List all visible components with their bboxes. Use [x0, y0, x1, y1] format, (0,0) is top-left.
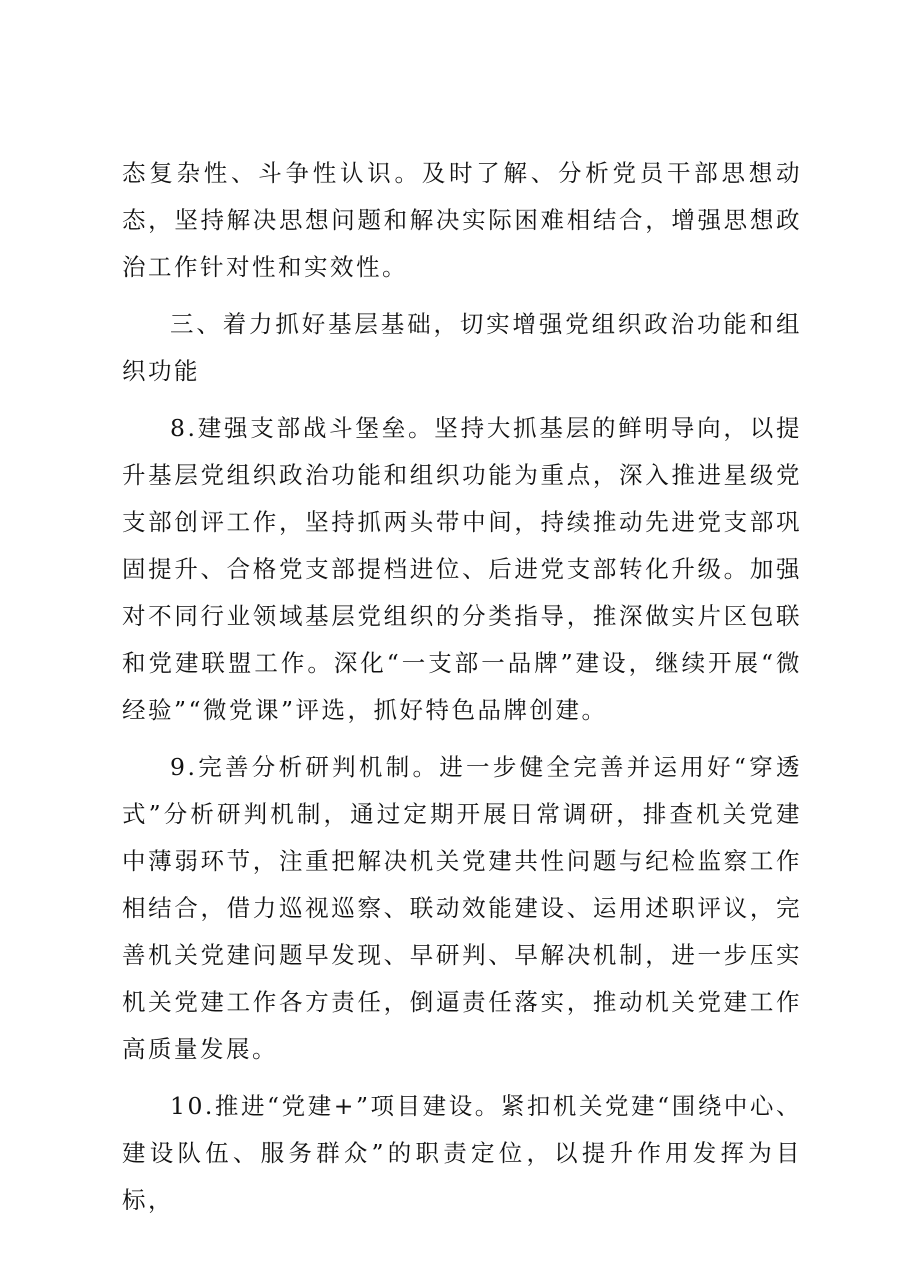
paragraph-item-9: 9.完善分析研判机制。进一步健全完善并运用好“穿透式”分析研判机制，通过定期开展日常调研，排查机关党建中薄弱环节，注重把解决机关党建共性问题与纪检监察工作相结合，借力巡视巡察、联动效能建设、运用述职评议，完善机关党建问题早发现、早研判、早解决机制，进一步压实机关党建工作各方责任，倒逼责任落实，推动机关党建工作高质量发展。 [122, 753, 802, 1063]
paragraph-item-8: 8.建强支部战斗堡垒。坚持大抓基层的鲜明导向，以提升基层党组织政治功能和组织功能为重点，深入推进星级党支部创评工作，坚持抓两头带中间，持续推动先进党支部巩固提升、合格党支部提档进位、后进党支部转化升级。加强对不同行业领域基层党组织的分类指导，推深做实片区包联和党建联盟工作。深化“一支部一品牌”建设，继续开展“微经验”“微党课”评选，抓好特色品牌创建。 [122, 414, 802, 724]
paragraph-item-10: 10.推进“党建+”项目建设。紧扣机关党建“围绕中心、建设队伍、服务群众”的职责定位，以提升作用发挥为目标， [122, 1092, 802, 1214]
section-heading-three: 三、着力抓好基层基础，切实增强党组织政治功能和组织功能 [122, 310, 802, 385]
document-body [122, 150, 802, 1234]
paragraph-continuation: 态复杂性、斗争性认识。及时了解、分析党员干部思想动态，坚持解决思想问题和解决实际困难相结合，增强思想政治工作针对性和实效性。 [122, 159, 802, 281]
